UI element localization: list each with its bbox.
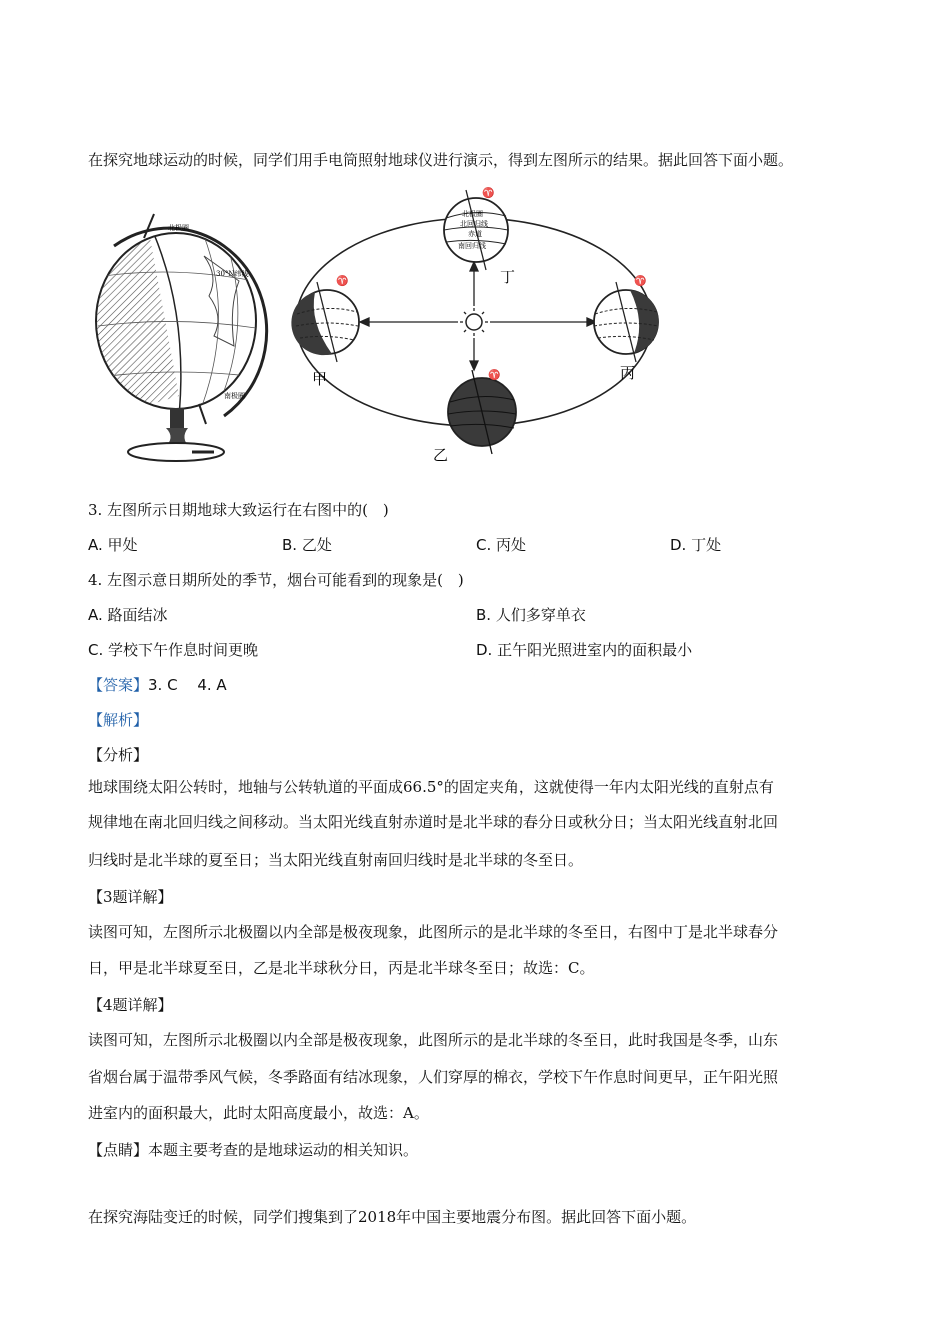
- axis-symbol-bing: ♈: [634, 276, 647, 287]
- q4-option-d[interactable]: D. 正午阳光照进室内的面积最小: [476, 641, 693, 659]
- fenxi-tag: 【分析】: [88, 746, 149, 764]
- answer-text: 3. C 4. A: [148, 676, 227, 694]
- q4-option-c[interactable]: C. 学校下午作息时间更晚: [88, 641, 259, 659]
- label-jia: 甲: [312, 370, 328, 388]
- globe-label-arctic: 北极圈: [168, 224, 189, 232]
- earth-ding: [444, 186, 508, 270]
- axis-symbol-ding: ♈: [482, 188, 495, 199]
- globe-label-antarctic: 南极圈: [224, 392, 245, 400]
- ding-label-2: 北回归线: [460, 220, 488, 228]
- orbit-diagram: [291, 186, 658, 464]
- dianjing-tag: 【点睛】: [88, 1141, 149, 1159]
- detail4-tag: 【4题详解】: [88, 996, 173, 1014]
- detail3-tag: 【3题详解】: [88, 888, 173, 906]
- q3-option-a[interactable]: A. 甲处: [88, 536, 138, 554]
- label-bing: 丙: [620, 364, 636, 382]
- q3-option-d[interactable]: D. 丁处: [670, 536, 722, 554]
- q4-option-a[interactable]: A. 路面结冰: [88, 606, 168, 624]
- analysis-tag: 【解析】: [88, 711, 149, 729]
- fenxi-line-3: 归线时是北半球的夏至日；当太阳光线直射南回归线时是北半球的冬至日。: [88, 851, 584, 869]
- label-ding: 丁: [500, 268, 516, 286]
- detail4-line-1: 读图可知，左图所示北极圈以内全部是极夜现象，此图所示的是北半球的冬至日，此时我国是冬季，山东: [88, 1031, 779, 1049]
- globe-label-tropic: 30°N纬线: [216, 270, 249, 278]
- dianjing-line: [88, 1140, 418, 1160]
- earth-bing: [594, 274, 659, 362]
- detail3-line-2: 日，甲是北半球夏至日，乙是北半球秋分日，丙是北半球冬至日；故选：C。: [88, 959, 595, 977]
- answer-tag: 【答案】: [88, 676, 149, 694]
- question-3-stem: 3. 左图所示日期地球大致运行在右图中的( ): [88, 501, 389, 519]
- question-4-stem: 4. 左图示意日期所处的季节，烟台可能看到的现象是( ): [88, 571, 464, 589]
- axis-symbol-yi: ♈: [488, 370, 501, 381]
- q3-option-c[interactable]: C. 丙处: [476, 536, 527, 554]
- fenxi-line-1: 地球围绕太阳公转时，地轴与公转轨道的平面成66.5°的固定夹角，这就使得一年内太阳光线的直射点有: [88, 778, 774, 796]
- dianjing-text: 本题主要考查的是地球运动的相关知识。: [148, 1141, 419, 1159]
- earth-orbit-figure: [84, 186, 684, 468]
- ding-label-3: 赤道: [468, 230, 482, 238]
- answer-line: [88, 675, 227, 695]
- ding-label-4: 南回归线: [458, 242, 486, 250]
- intro-paragraph-1: 在探究地球运动的时候，同学们用手电筒照射地球仪进行演示，得到左图所示的结果。据此回答下面小题。: [88, 151, 794, 169]
- intro-paragraph-2: 在探究海陆变迁的时候，同学们搜集到了2018年中国主要地震分布图。据此回答下面小题。: [88, 1208, 697, 1226]
- detail4-line-2: 省烟台属于温带季风气候，冬季路面有结冰现象，人们穿厚的棉衣，学校下午作息时间更早，正午阳光照: [88, 1068, 779, 1086]
- ding-label-1: 北极圈: [462, 210, 483, 218]
- q4-option-b[interactable]: B. 人们多穿单衣: [476, 606, 586, 624]
- detail4-line-3: 进室内的面积最大，此时太阳高度最小，故选：A。: [88, 1104, 429, 1122]
- earth-yi: [448, 368, 516, 454]
- detail3-line-1: 读图可知，左图所示北极圈以内全部是极夜现象，此图所示的是北半球的冬至日，右图中丁是北半球春分: [88, 923, 779, 941]
- globe-illustration: [94, 214, 267, 461]
- sun-icon: [460, 308, 488, 336]
- q3-option-b[interactable]: B. 乙处: [282, 536, 332, 554]
- fenxi-line-2: 规律地在南北回归线之间移动。当太阳光线直射赤道时是北半球的春分日或秋分日；当太阳光线直射北回: [88, 813, 779, 831]
- axis-symbol-jia: ♈: [336, 276, 349, 287]
- label-yi: 乙: [433, 446, 449, 464]
